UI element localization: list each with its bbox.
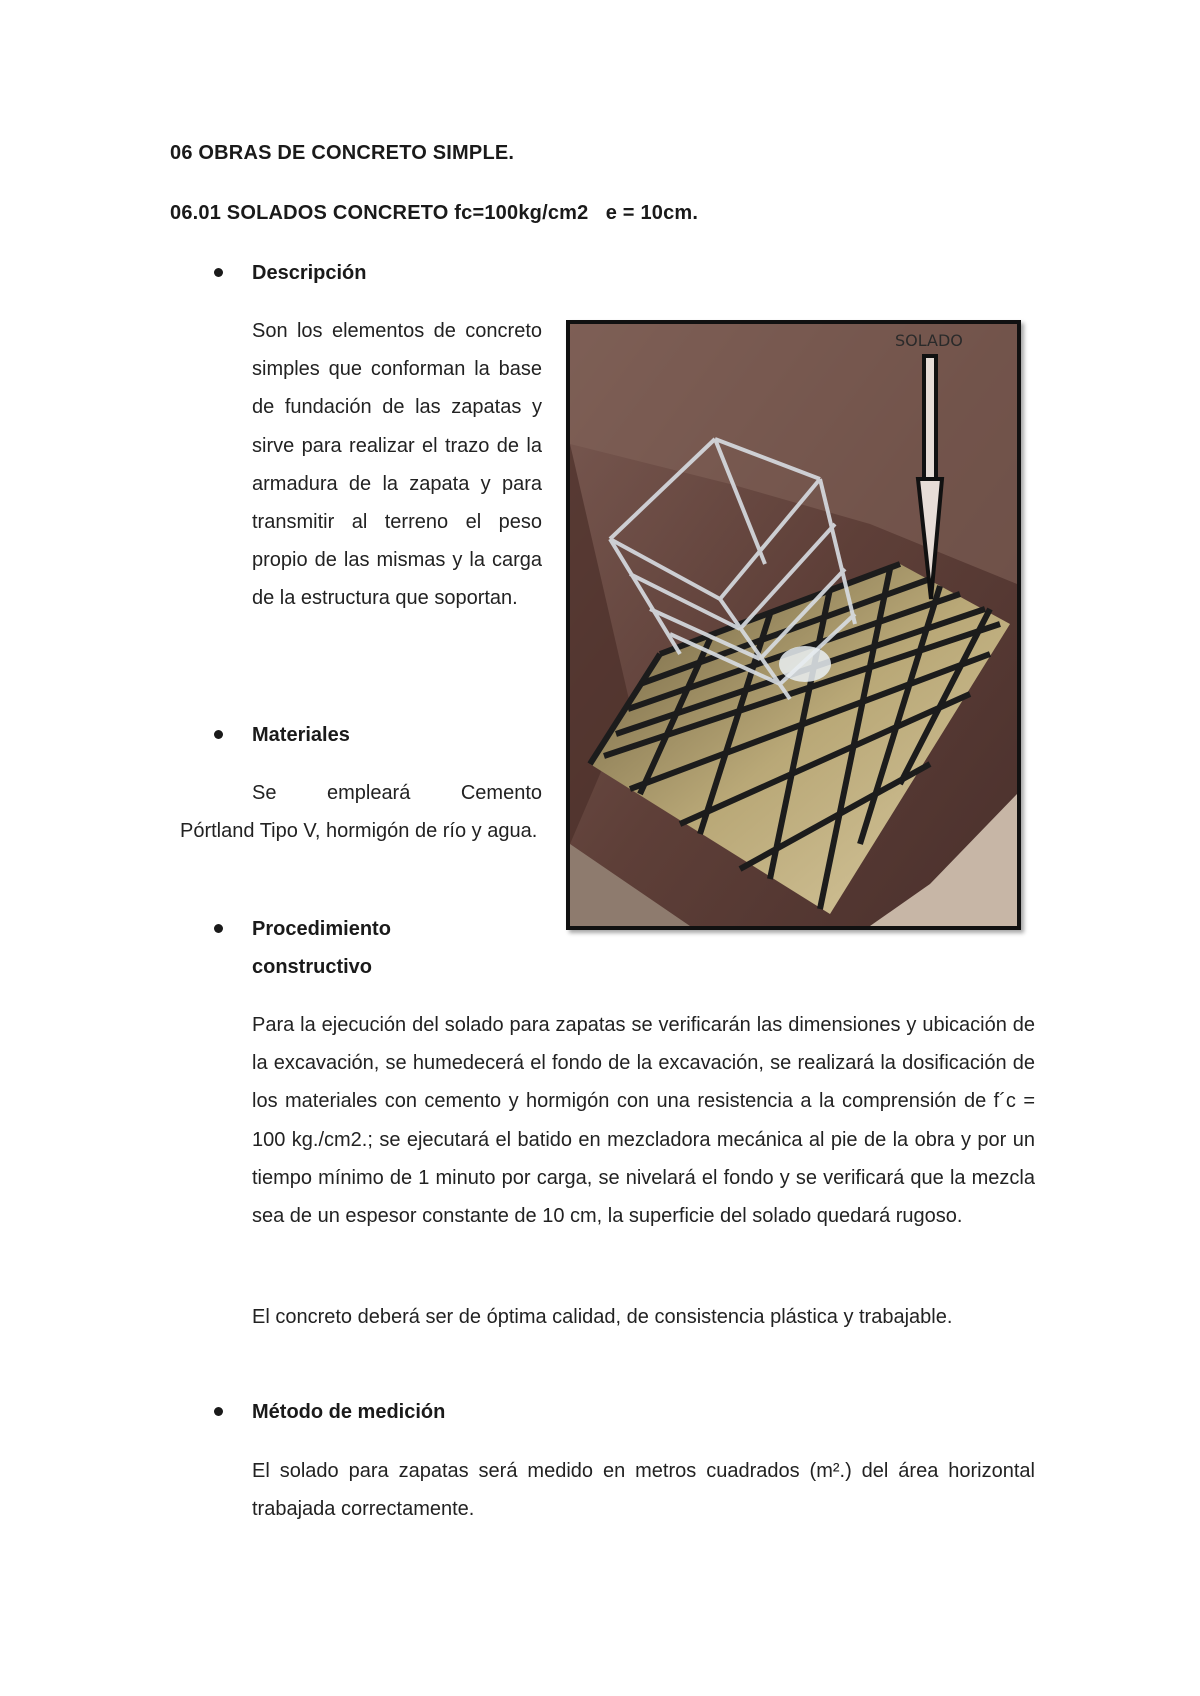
section-title: 06 OBRAS DE CONCRETO SIMPLE. [170,142,515,164]
procedimiento-text-2: El concreto deberá ser de óptima calidad, de consistencia plástica y trabajable. [252,1306,953,1328]
subsection-title: 06.01 SOLADOS CONCRETO fc=100kg/cm2 e = 10cm. [170,202,699,224]
heading-materiales: Materiales [252,724,350,746]
solado-photo [566,320,1021,930]
materiales-text-first-line: Se empleará Cemento [252,782,542,804]
heading-descripcion: Descripción [252,262,367,284]
heading-procedimiento-2: constructivo [252,956,373,978]
bullet-icon [214,1407,223,1416]
bullet-icon [214,730,223,739]
descripcion-text: Son los elementos de concreto simples que conforman la base de fundación de las zapatas y sirve para realizar el trazo de la armadura de la zapata y para transmitir al terreno el peso propio de las mismas y la carga de la estructura que soportan. [252,320,542,610]
bullet-icon [214,924,223,933]
heading-medicion: Método de medición [252,1401,446,1423]
medicion-text: El solado para zapatas será medido en metros cuadrados (m².) del área horizontal trabajada correctamente. [252,1460,1035,1521]
solado-photo-illustration [570,324,1017,926]
materiales-text: Pórtland Tipo V, hormigón de río y agua. [180,820,538,842]
heading-procedimiento-1: Procedimiento [252,918,391,940]
figure-label: SOLADO [895,331,963,350]
procedimiento-text: Para la ejecución del solado para zapatas se verificarán las dimensiones y ubicación de la excavación, se humedecerá el fondo de la excavación, se realizará la dosificación de los materiales con cemento y hormigón con una resistencia a la comprensión de f´c = 100 kg./cm2.; se ejecutará el batido en mezcladora mecánica al pie de la obra y por un tiempo mínimo de 1 minuto por carga, se nivelará el fondo y se verificará que la mezcla sea de un espesor constante de 10 cm, la superficie del solado quedará rugoso. [252,1014,1035,1228]
bullet-icon [214,268,223,277]
